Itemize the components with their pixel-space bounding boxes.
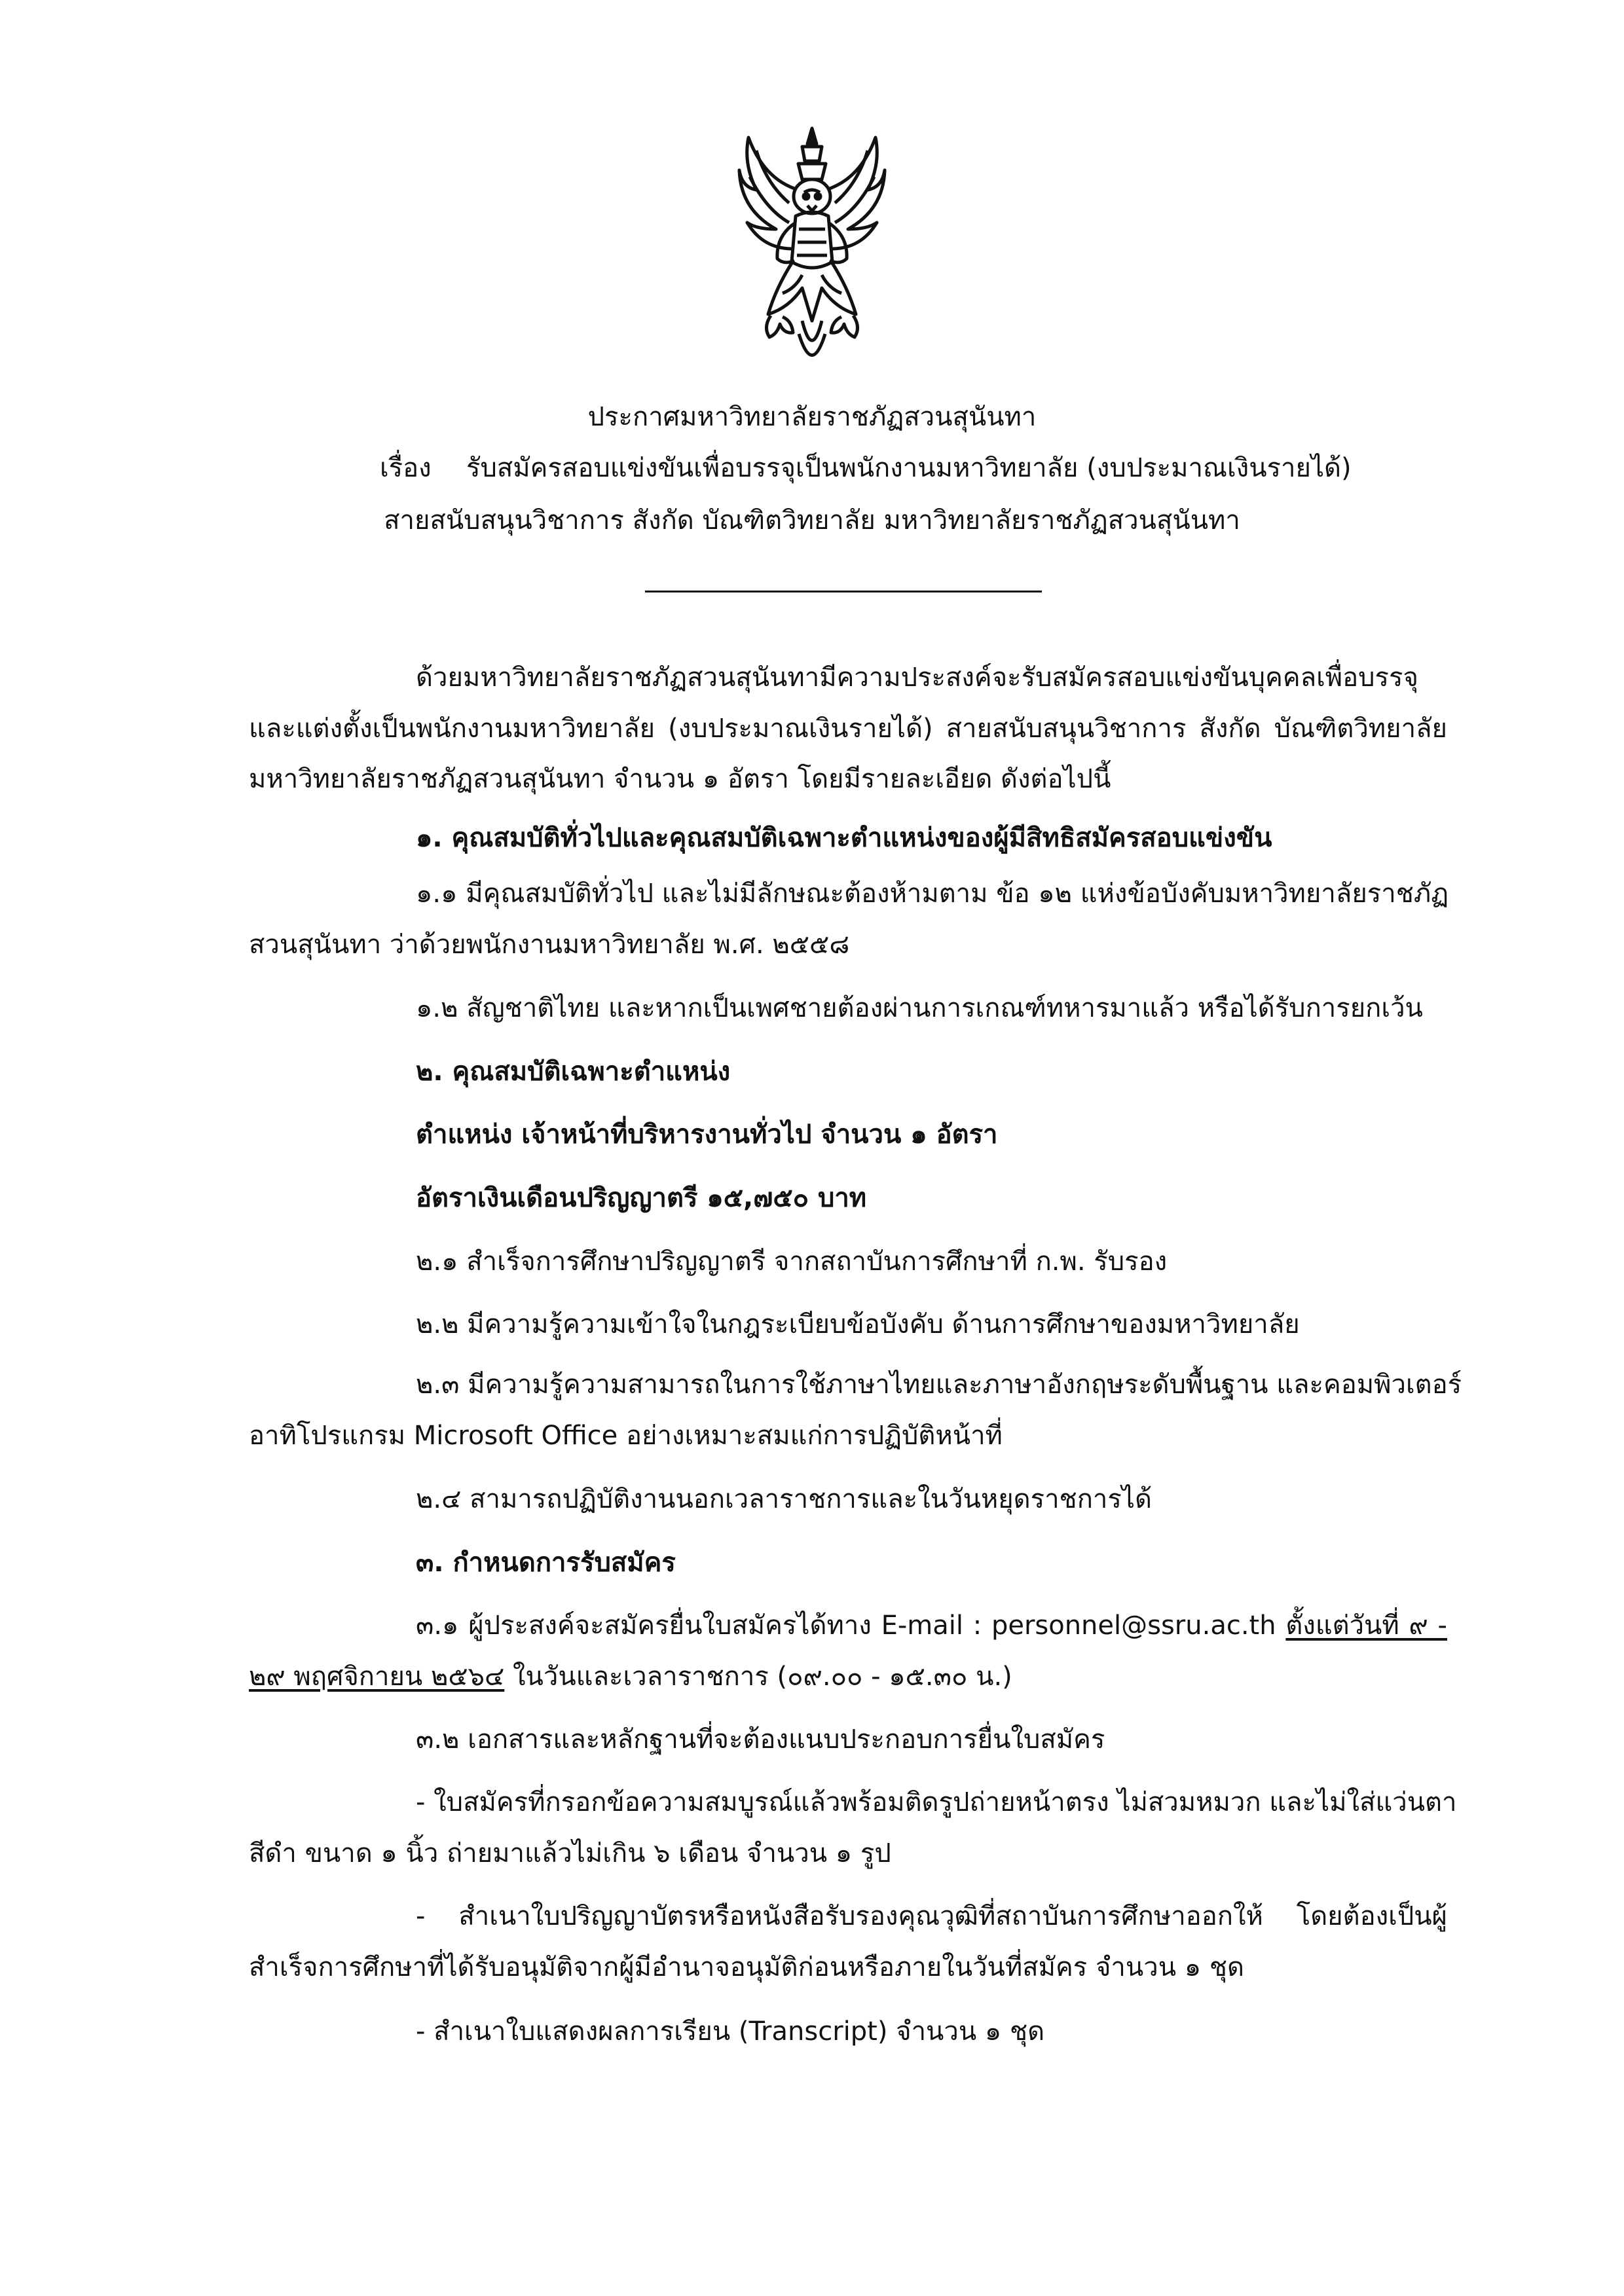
document-1-line-2: สีดำ ขนาด ๑ นิ้ว ถ่ายมาแล้วไม่เกิน ๖ เดือน จำนวน ๑ รูป — [249, 1838, 891, 1868]
subject-label: เรื่อง — [380, 453, 432, 483]
application-date-start: ตั้งแต่วันที่ ๙ - — [1285, 1611, 1447, 1641]
section-1-item-1-line-2: สวนสุนันทา ว่าด้วยพนักงานมหาวิทยาลัย พ.ศ. ๒๕๕๘ — [249, 930, 850, 960]
position-title: ตำแหน่ง เจ้าหน้าที่บริหารงานทั่วไป จำนวน ๑ อัตรา — [416, 1120, 998, 1150]
subject-line-2: สายสนับสนุนวิชาการ สังกัด บัณฑิตวิทยาลัย มหาวิทยาลัยราชภัฏสวนสุนันทา — [384, 505, 1240, 536]
section-1-item-2: ๑.๒ สัญชาติไทย และหากเป็นเพศชายต้องผ่านการเกณฑ์ทหารมาแล้ว หรือได้รับการยกเว้น — [416, 993, 1423, 1023]
section-2-item-3-line-1: ๒.๓ มีความรู้ความสามารถในการใช้ภาษาไทยและภาษาอังกฤษระดับพื้นฐาน และคอมพิวเตอร์ — [416, 1370, 1462, 1400]
section-3-item-1-line-1 — [416, 1609, 1447, 1642]
section-2-item-3-line-2: อาทิโปรแกรม Microsoft Office อย่างเหมาะสมแก่การปฏิบัติหน้าที่ — [249, 1421, 1003, 1451]
intro-line-3: มหาวิทยาลัยราชภัฏสวนสุนันทา จำนวน ๑ อัตรา โดยมีรายละเอียด ดังต่อไปนี้ — [249, 764, 1111, 794]
section-3-item-2: ๓.๒ เอกสารและหลักฐานที่จะต้องแนบประกอบการยื่นใบสมัคร — [416, 1724, 1105, 1755]
document-1-line-1: - ใบสมัครที่กรอกข้อความสมบูรณ์แล้วพร้อมติดรูปถ่ายหน้าตรง ไม่สวมหมวก และไม่ใส่แว่นตา — [416, 1787, 1457, 1817]
section-2-item-2: ๒.๒ มีความรู้ความเข้าใจในกฎระเบียบข้อบังคับ ด้านการศึกษาของมหาวิทยาลัย — [416, 1309, 1300, 1339]
section-2-item-4: ๒.๔ สามารถปฏิบัติงานนอกเวลาราชการและในวันหยุดราชการได้ — [416, 1484, 1152, 1514]
application-date-end: ๒๙ พฤศจิกายน ๒๕๖๔ — [249, 1662, 505, 1692]
garuda-emblem-icon — [737, 124, 887, 376]
application-hours: ในวันและเวลาราชการ (๐๙.๐๐ - ๑๕.๓๐ น.) — [513, 1662, 1012, 1692]
section-3-heading: ๓. กำหนดการรับสมัคร — [416, 1548, 676, 1578]
section-1-item-1-line-1: ๑.๑ มีคุณสมบัติทั่วไป และไม่มีลักษณะต้องห้ามตาม ข้อ ๑๒ แห่งข้อบังคับมหาวิทยาลัยราชภัฏ — [416, 879, 1449, 909]
section-2-item-1: ๒.๑ สำเร็จการศึกษาปริญญาตรี จากสถาบันการศึกษาที่ ก.พ. รับรอง — [416, 1247, 1168, 1277]
subject-line-1: รับสมัครสอบแข่งขันเพื่อบรรจุเป็นพนักงานมหาวิทยาลัย (งบประมาณเงินรายได้) — [466, 453, 1352, 483]
document-3: - สำเนาใบแสดงผลการเรียน (Transcript) จำนวน ๑ ชุด — [416, 2016, 1045, 2047]
section-1-heading: ๑. คุณสมบัติทั่วไปและคุณสมบัติเฉพาะตำแหน่งของผู้มีสิทธิสมัครสอบแข่งขัน — [416, 823, 1272, 853]
section-2-heading: ๒. คุณสมบัติเฉพาะตำแหน่ง — [416, 1057, 731, 1087]
header-divider — [645, 591, 1042, 592]
document-2-line-1: - สำเนาใบปริญญาบัตรหรือหนังสือรับรองคุณวุฒิที่สถาบันการศึกษาออกให้ โดยต้องเป็นผู้ — [416, 1901, 1447, 1931]
intro-line-2: และแต่งตั้งเป็นพนักงานมหาวิทยาลัย (งบประมาณเงินรายได้) สายสนับสนุนวิชาการ สังกัด บัณฑิตวิทยาลัย — [249, 714, 1447, 744]
salary-line: อัตราเงินเดือนปริญญาตรี ๑๕,๗๕๐ บาท — [416, 1183, 867, 1213]
section-3-item-1-line-2 — [249, 1660, 1012, 1693]
announcement-title: ประกาศมหาวิทยาลัยราชภัฏสวนสุนันทา — [587, 402, 1037, 432]
document-2-line-2: สำเร็จการศึกษาที่ได้รับอนุมัติจากผู้มีอำนาจอนุมัติก่อนหรือภายในวันที่สมัคร จำนวน ๑ ชุด — [249, 1952, 1244, 1982]
intro-line-1: ด้วยมหาวิทยาลัยราชภัฏสวนสุนันทามีความประสงค์จะรับสมัครสอบแข่งขันบุคคลเพื่อบรรจุ — [416, 663, 1418, 693]
application-email-text: ๓.๑ ผู้ประสงค์จะสมัครยื่นใบสมัครได้ทาง E-mail : personnel@ssru.ac.th — [416, 1611, 1276, 1641]
